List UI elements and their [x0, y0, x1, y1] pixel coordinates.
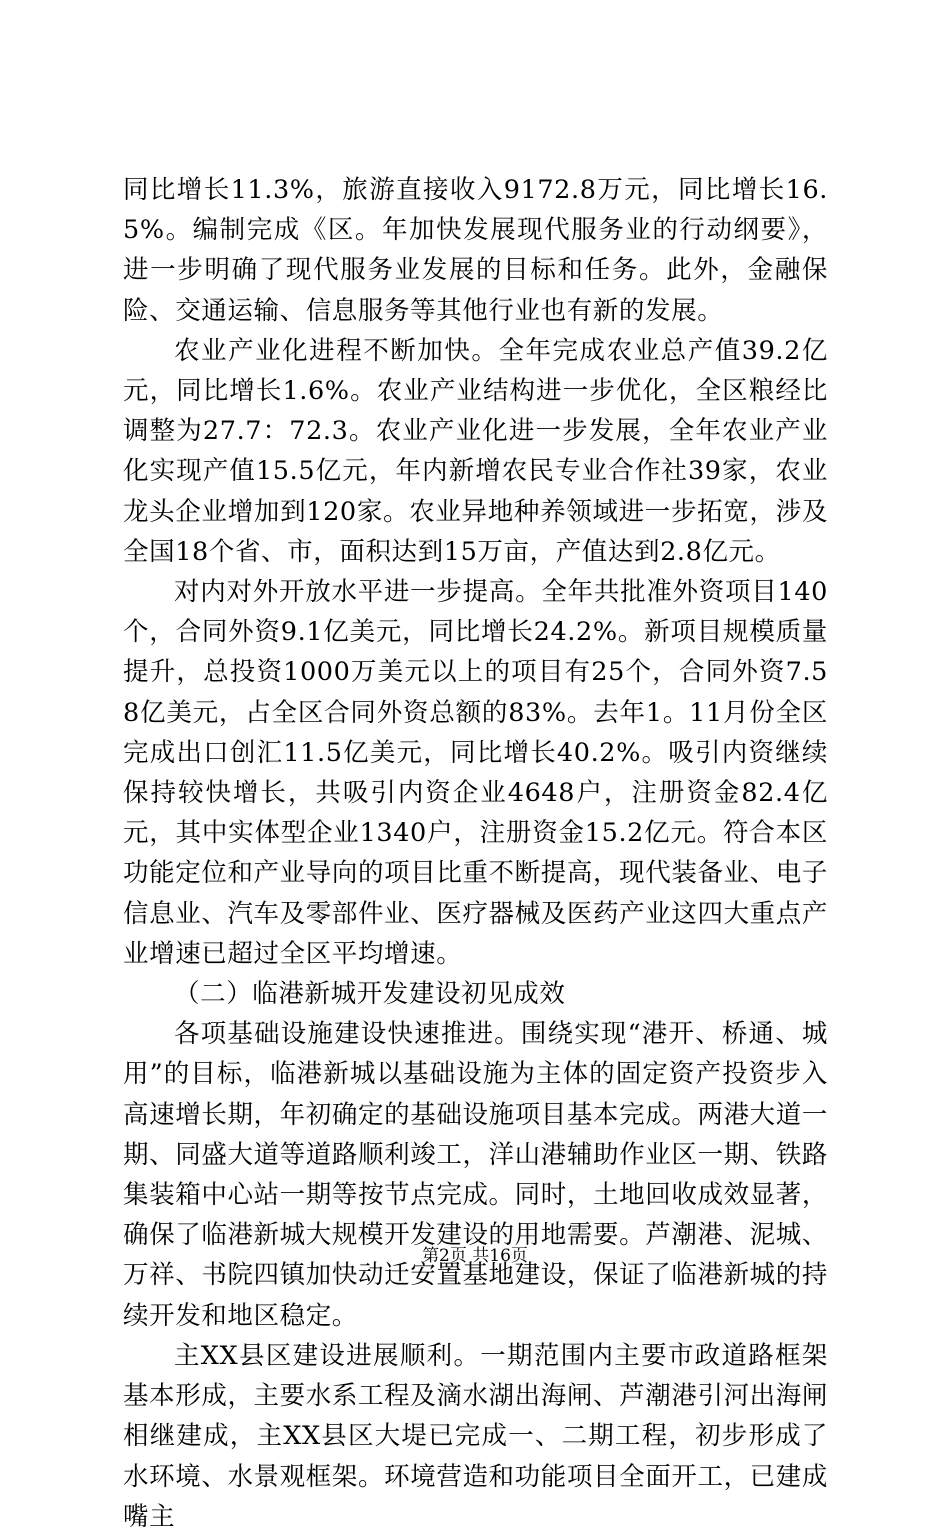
- page-number-footer: 第2页 共16页: [422, 1246, 528, 1266]
- paragraph-infrastructure: 各项基础设施建设快速推进。围绕实现“港开、桥通、城用”的目标，临港新城以基础设施为主体的固定资产投资步入高速增长期，年初确定的基础设施项目基本完成。两港大道一期、同盛大道等道路顺利竣工，洋山港辅助作业区一期、铁路集装箱中心站一期等按节点完成。同时，土地回收成效显著，确保了临港新城大规模开发建设的用地需要。芦潮港、泥城、万祥、书院四镇加快动迁安置基地建设，保证了临港新城的持续开发和地区稳定。: [123, 1019, 828, 1331]
- section-heading-lingang: （二）临港新城开发建设初见成效: [174, 979, 566, 1010]
- paragraph-agriculture: 农业产业化进程不断加快。全年完成农业总产值39.2亿元，同比增长1.6%。农业产业结构进一步优化，全区粮经比调整为27.7：72.3。农业产业化进一步发展，全年农业产业化实现产值15.5亿元，年内新增农民专业合作社39家，农业龙头企业增加到120家。农业异地种养领域进一步拓宽，涉及全国18个省、市，面积达到15万亩，产值达到2.8亿元。: [123, 335, 828, 567]
- paragraph-services-continued: 同比增长11.3%，旅游直接收入9172.8万元，同比增长16.5%。编制完成《区。年加快发展现代服务业的行动纲要》，进一步明确了现代服务业发展的目标和任务。此外，金融保险、交通运输、信息服务等其他行业也有新的发展。: [123, 175, 828, 326]
- paragraph-main-district: 主XX县区建设进展顺利。一期范围内主要市政道路框架基本形成，主要水系工程及滴水湖出海闸、芦潮港引河出海闸相继建成，主XX县区大堤已完成一、二期工程，初步形成了水环境、水景观框架。环境营造和功能项目全面开工，已建成嘴主: [123, 1340, 828, 1532]
- paragraph-opening-up: 对内对外开放水平进一步提高。全年共批准外资项目140个，合同外资9.1亿美元，同比增长24.2%。新项目规模质量提升，总投资1000万美元以上的项目有25个，合同外资7.58亿美元，占全区合同外资总额的83%。去年1。11月份全区完成出口创汇11.5亿美元，同比增长40.2%。吸引内资继续保持较快增长，共吸引内资企业4648户，注册资金82.4亿元，其中实体型企业1340户，注册资金15.2亿元。符合本区功能定位和产业导向的项目比重不断提高，现代装备业、电子信息业、汽车及零部件业、医疗器械及医药产业这四大重点产业增速已超过全区平均增速。: [123, 577, 828, 969]
- document-body: [123, 170, 828, 1537]
